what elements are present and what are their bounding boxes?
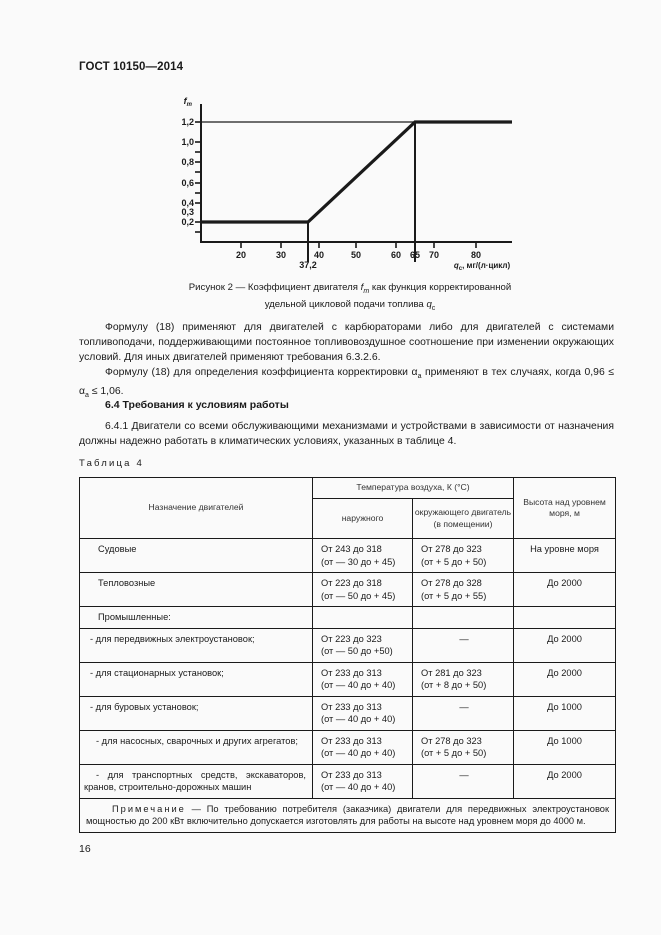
table-note-row [80, 798, 616, 832]
svg-text:30: 30 [275, 250, 287, 260]
table-row: Тепловозные От 223 до 318 (от — 50 до + 45) От 278 до 328 (от + 5 до + 55) До 2000 [80, 573, 616, 607]
svg-text:40: 40 [313, 250, 325, 260]
y-tick-labels [181, 96, 194, 227]
page-number: 16 [79, 843, 91, 855]
section-title-6-4: 6.4 Требования к условиям работы [105, 399, 289, 411]
paragraph-formula-18-alpha: Формулу (18) для определения коэффициента корректировки $\alpha_a$ применяют в тех случаях, когда $0,96 \le \alpha_a \le 1,06$. [79, 367, 615, 400]
paragraph-6-4-1: 6.4.1 Двигатели со всеми обслуживающими механизмами и устройствами в зависимости от назначения должны надежно работать в климатических условиях, указанных в таблице 4. [79, 421, 614, 447]
svg-text:0,4: 0,4 [181, 198, 194, 208]
table-4-climate-conditions [79, 477, 616, 833]
fm-series-line [201, 122, 512, 222]
svg-text:1,2: 1,2 [181, 117, 194, 127]
table-row: - для передвижных электроустановок; От 223 до 323 (от — 50 до +50) — До 2000 [80, 628, 616, 662]
svg-text:1,0: 1,0 [181, 137, 194, 147]
document-header: ГОСТ 10150—2014 [79, 61, 184, 73]
table-row: - для стационарных установок; От 233 до 313 (от — 40 до + 40) От 281 до 323 (от + 8 до + 50) До 2000 [80, 662, 616, 696]
fm-vs-qc-chart [0, 0, 661, 280]
svg-text:0,6: 0,6 [181, 178, 194, 188]
y-axis-label: $f_m$ [183, 96, 192, 108]
svg-text:80: 80 [470, 250, 482, 260]
figure-caption: Рисунок 2 — Коэффициент двигателя $f_m$ как функция корректированной удельной цикловой подачи топлива $q_c$ [188, 282, 512, 312]
svg-text:20: 20 [235, 250, 247, 260]
svg-text:0,2: 0,2 [181, 217, 194, 227]
table-row: - для насосных, сварочных и других агрегатов; От 233 до 313 (от — 40 до + 40) От 278 до 323 (от + 5 до + 50) До 1000 [80, 730, 616, 764]
header-purpose: Назначение двигателей [80, 478, 313, 539]
svg-text:60: 60 [390, 250, 402, 260]
svg-text:50: 50 [350, 250, 362, 260]
table-note: Примечание — По требованию потребителя (заказчика) двигатели для передвижных электроустановок мощностью до 200 кВт включительно допускается изготовлять для работы на высоте над уровнем моря до 4000 м. [80, 798, 616, 832]
header-outdoor: наружного [313, 499, 413, 539]
svg-text:0,8: 0,8 [181, 157, 194, 167]
svg-text:70: 70 [428, 250, 440, 260]
header-ambient: окружающего двигатель (в помещении) [413, 499, 514, 539]
svg-text:37,2: 37,2 [299, 260, 317, 270]
table-row: - для буровых установок; От 233 до 313 (от — 40 до + 40) — До 1000 [80, 696, 616, 730]
table-row: Судовые От 243 до 318 (от — 30 до + 45) От 278 до 323 (от + 5 до + 50) На уровне моря [80, 539, 616, 573]
svg-text:0,3: 0,3 [181, 207, 194, 217]
x-axis-label: $q_c$, мг/(л·цикл) [453, 261, 511, 272]
table-label: Таблица 4 [79, 458, 144, 469]
x-tick-labels [236, 250, 510, 272]
table-row: Промышленные: [80, 607, 616, 629]
header-altitude: Высота над уровнем моря, м [514, 478, 616, 539]
paragraph-formula-18-applicability: Формулу (18) применяют для двигателей с карбюраторами либо для двигателей с системами топливоподачи, поддерживающими постоянное топливовоздушное соотношение при изменении окружающих условий. Для иных двигателей применяют требования 6.3.2.6. [79, 322, 614, 363]
svg-text:65: 65 [409, 250, 421, 260]
header-air-temp: Температура воздуха, К (°С) [313, 478, 514, 499]
table-row: - для транспортных средств, экскаваторов, кранов, строительно-дорожных машин От 233 до 313 (от — 40 до + 40) — До 2000 [80, 764, 616, 798]
